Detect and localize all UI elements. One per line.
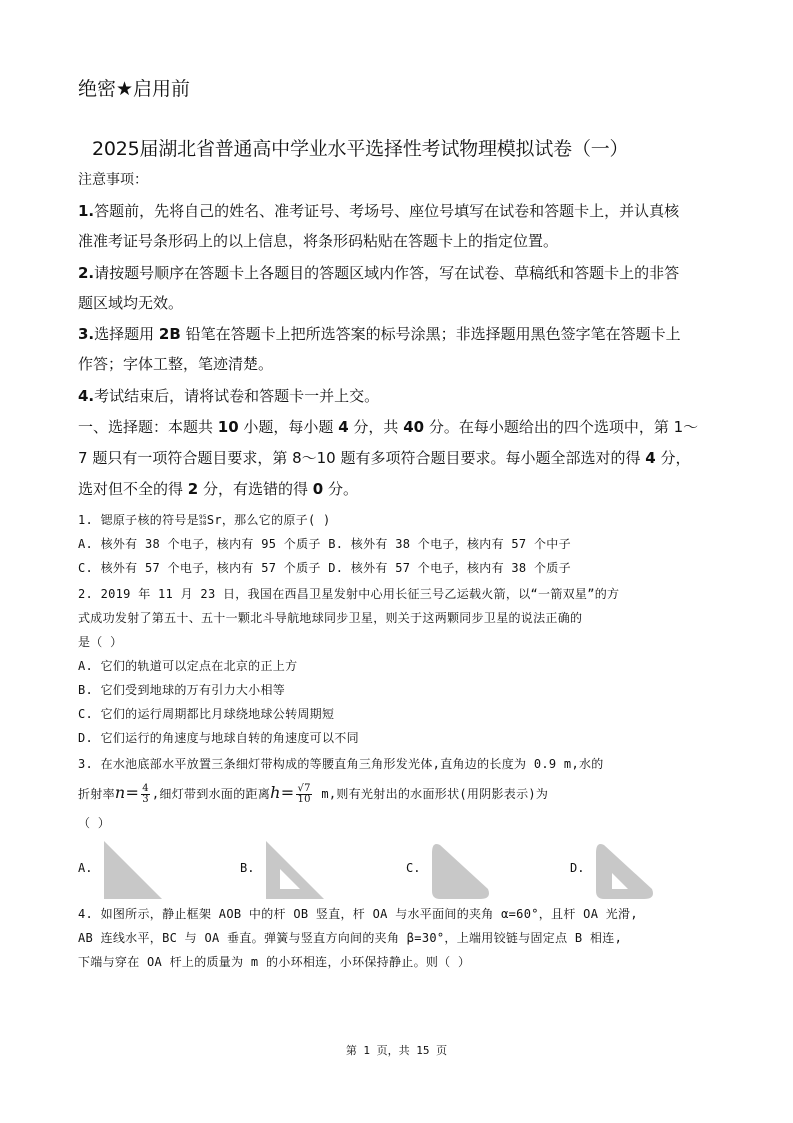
note-text: 选择题用 xyxy=(94,325,159,343)
option-c[interactable]: C. 它们的运行周期都比月球绕地球公转周期短 xyxy=(78,707,335,721)
question-3-line2 xyxy=(78,776,718,811)
figure-option-b[interactable] xyxy=(240,835,360,905)
fraction-numerator: 4 xyxy=(142,783,149,794)
note-number: 2. xyxy=(78,264,95,282)
section-text: 小题，每小题 xyxy=(238,418,339,436)
note-1 xyxy=(78,196,723,256)
note-text: 铅笔在答题卡上把所选答案的标号涂黑；非选择题用黑色签字笔在答题卡上 xyxy=(180,325,681,343)
section-number: 4 xyxy=(645,449,656,467)
element-symbol: Sr xyxy=(206,513,222,527)
note-text: 考试结束后，请将试卷和答题卡一并上交。 xyxy=(94,387,380,405)
question-text: m,则有光射出的水面形状(用阴影表示)为 xyxy=(313,787,549,801)
question-2 xyxy=(78,582,718,750)
note-3 xyxy=(78,319,723,379)
section-text: 一、选择题：本题共 xyxy=(78,418,218,436)
note-text: 题区域均无效。 xyxy=(78,294,184,312)
section-text: 分，共 xyxy=(348,418,404,436)
note-number: 1. xyxy=(78,202,95,220)
note-text: 准准考证号条形码上的以上信息，将条形码粘贴在答题卡上的指定位置。 xyxy=(78,232,559,250)
option-label: B. xyxy=(240,861,255,875)
refractive-index-fraction xyxy=(141,784,150,805)
figure-option-c[interactable] xyxy=(406,835,526,905)
section-text: 分，有选错的得 xyxy=(198,480,313,498)
note-text: 请按题号顺序在答题卡上各题目的答题区域内作答，写在试卷、草稿纸和答题卡上的非答 xyxy=(94,264,680,282)
option-label: D. xyxy=(570,861,585,875)
section-number: 10 xyxy=(217,418,239,436)
option-label: C. xyxy=(406,861,421,875)
secret-label: 绝密★启用前 xyxy=(78,78,191,100)
question-1 xyxy=(78,508,718,580)
option-a[interactable]: A. 它们的轨道可以定点在北京的正上方 xyxy=(78,659,298,673)
question-text: 是（ ） xyxy=(78,635,123,649)
note-number: 4. xyxy=(78,387,95,405)
mass-number: 95 xyxy=(198,513,207,521)
question-text: AB 连线水平，BC 与 OA 垂直。弹簧与竖直方向间的夹角 β=30°，上端用铰链与固定点 B 相连, xyxy=(78,931,623,945)
shape-triangle-hollow-icon xyxy=(264,839,326,901)
refractive-index-symbol: n xyxy=(114,783,126,802)
height-fraction xyxy=(296,784,311,805)
figure-option-a[interactable] xyxy=(78,835,198,905)
question-text: ,细灯带到水面的距离 xyxy=(151,787,271,801)
question-text: 2. 2019 年 11 月 23 日，我国在西昌卫星发射中心用长征三号乙运载火箭，以“一箭双星”的方 xyxy=(78,587,620,601)
fraction-numerator: √7 xyxy=(297,783,311,794)
question-1-stem xyxy=(78,508,718,532)
figure-option-d[interactable] xyxy=(570,835,690,905)
section-number: 0 xyxy=(312,480,324,498)
question-text: 下端与穿在 OA 杆上的质量为 m 的小环相连，小环保持静止。则（ ） xyxy=(78,955,471,969)
question-3 xyxy=(78,752,718,835)
question-1-options-cd[interactable]: C. 核外有 57 个电子，核内有 57 个质子 D. 核外有 57 个电子，核内有 38 个质子 xyxy=(78,561,571,575)
question-text: 4. 如图所示，静止框架 AOB 中的杆 OB 竖直，杆 OA 与水平面间的夹角 α=60°，且杆 OA 光滑, xyxy=(78,907,638,921)
section-number: 4 xyxy=(338,418,349,436)
shape-rounded-triangle-hollow-icon xyxy=(594,839,656,901)
question-text: ，那么它的原子( ) xyxy=(221,513,331,527)
section-text: 选对但不全的得 xyxy=(78,480,188,498)
section-text: 题只有一项符合题目要求，第 8～10 题有多项符合题目要求。每小题全部选对的得 xyxy=(87,449,646,467)
note-2 xyxy=(78,258,723,318)
section-text: 分， xyxy=(655,449,691,467)
page-footer: 第 1 页，共 15 页 xyxy=(345,1044,448,1057)
notes-heading: 注意事项： xyxy=(78,172,148,188)
option-label: A. xyxy=(78,861,93,875)
equals-sign: = xyxy=(125,783,140,802)
option-d[interactable]: D. 它们运行的角速度与地球自转的角速度可以不同 xyxy=(78,731,359,745)
note-text: 作答；字体工整，笔迹清楚。 xyxy=(78,355,274,373)
shape-rounded-triangle-icon xyxy=(430,839,492,901)
question-1-options-ab[interactable]: A. 核外有 38 个电子，核内有 95 个质子 B. 核外有 38 个电子，核内有 57 个中子 xyxy=(78,537,571,551)
note-number: 3. xyxy=(78,325,95,343)
exam-title: 2025届湖北省普通高中学业水平选择性考试物理模拟试卷（一） xyxy=(92,138,629,160)
note-text: 答题前，先将自己的姓名、准考证号、考场号、座位号填写在试卷和答题卡上，并认真核 xyxy=(94,202,680,220)
question-text: 折射率 xyxy=(78,787,115,801)
question-text: 式成功发射了第五十、五十一颗北斗导航地球同步卫星，则关于这两颗同步卫星的说法正确的 xyxy=(78,611,583,625)
note-bold: 2B xyxy=(158,325,181,343)
question-4 xyxy=(78,902,718,974)
section-text: 分。在每小题给出的四个选项中，第 1～ xyxy=(424,418,699,436)
equals-sign: = xyxy=(280,783,295,802)
nuclide-symbol xyxy=(199,513,222,527)
option-b[interactable]: B. 它们受到地球的万有引力大小相等 xyxy=(78,683,286,697)
shape-triangle-solid-icon xyxy=(102,839,164,901)
section-text: 7 xyxy=(78,449,88,467)
question-3-figure-options xyxy=(78,835,678,905)
section-one-instructions xyxy=(78,412,723,505)
section-number: 2 xyxy=(187,480,199,498)
question-text: 3. 在水池底部水平放置三条细灯带构成的等腰直角三角形发光体,直角边的长度为 0.9 m,水的 xyxy=(78,757,604,771)
fraction-denominator: 3 xyxy=(142,794,149,805)
note-4 xyxy=(78,381,723,411)
atomic-number: 38 xyxy=(198,519,207,527)
height-symbol: h xyxy=(270,783,281,802)
fraction-denominator: 10 xyxy=(297,794,311,805)
section-number: 40 xyxy=(403,418,425,436)
question-text: （ ） xyxy=(78,816,111,830)
question-text: 1. 锶原子核的符号是 xyxy=(78,513,199,527)
section-text: 分。 xyxy=(323,480,358,498)
